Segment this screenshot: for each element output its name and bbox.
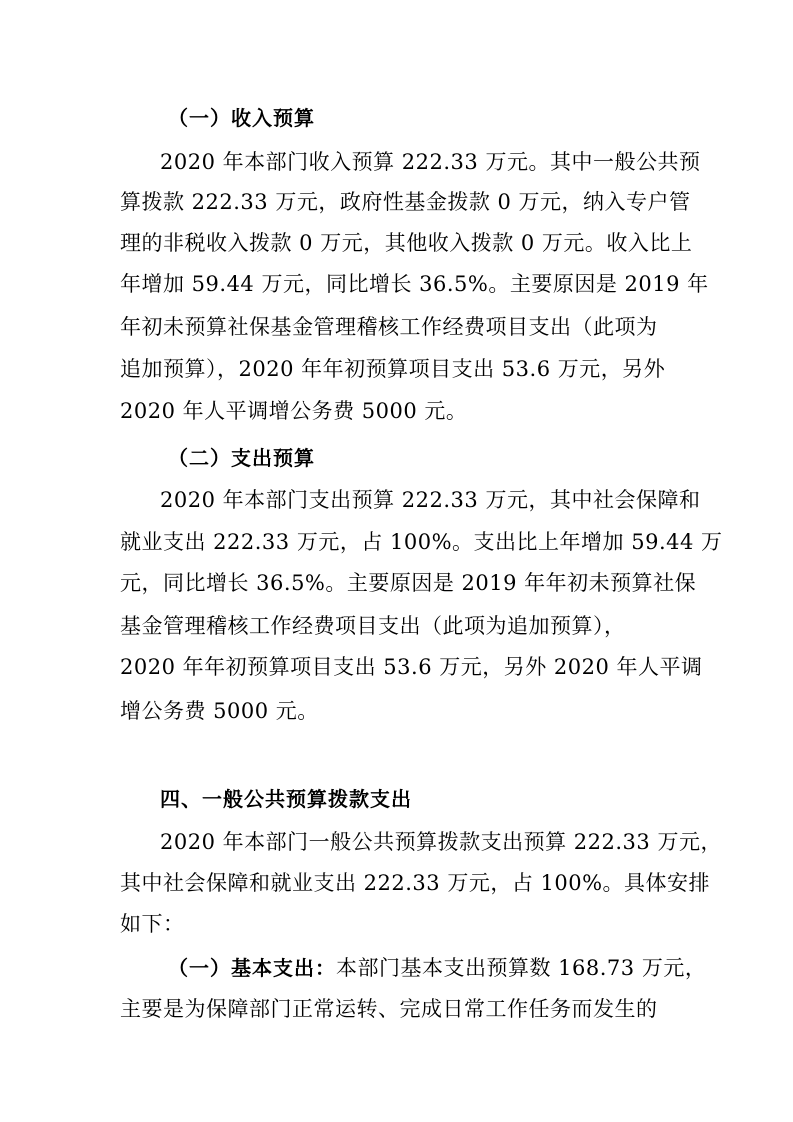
paragraph-line: 元，同比增长 36.5%。主要原因是 2019 年年初未预算社保 (120, 571, 697, 595)
section-heading-four: 四、一般公共预算拨款支出 (160, 787, 412, 811)
paragraph-line: 如下： (120, 912, 185, 936)
section-heading-income: （一）收入预算 (168, 106, 315, 130)
paragraph-line: 2020 年人平调增公务费 5000 元。 (120, 399, 468, 423)
paragraph-line-basic (168, 954, 706, 982)
basic-expense-label: （一）基本支出： (168, 956, 336, 980)
paragraph-line: 主要是为保障部门正常运转、完成日常工作任务而发生的 (120, 997, 658, 1021)
section-heading-expense: （二）支出预算 (168, 446, 315, 470)
basic-expense-text: 本部门基本支出预算数 168.73 万元， (336, 956, 707, 980)
paragraph-line: 基金管理稽核工作经费项目支出（此项为追加预算）， (120, 614, 626, 638)
paragraph-line: 就业支出 222.33 万元，占 100%。支出比上年增加 59.44 万 (120, 530, 723, 554)
paragraph-line: 增公务费 5000 元。 (120, 699, 319, 723)
paragraph-line: 2020 年年初预算项目支出 53.6 万元，另外 2020 年人平调 (120, 655, 703, 679)
paragraph-line: 2020 年本部门一般公共预算拨款支出预算 222.33 万元， (160, 830, 722, 854)
paragraph-line: 理的非税收入拨款 0 万元，其他收入拨款 0 万元。收入比上 (120, 231, 693, 255)
paragraph-line: 算拨款 222.33 万元，政府性基金拨款 0 万元，纳入专户管 (120, 190, 691, 214)
paragraph-line: 其中社会保障和就业支出 222.33 万元，占 100%。具体安排 (120, 871, 711, 895)
paragraph-line: 年初未预算社保基金管理稽核工作经费项目支出（此项为 (120, 315, 658, 339)
paragraph-line: 2020 年本部门支出预算 222.33 万元，其中社会保障和 (160, 488, 701, 512)
paragraph-line: 追加预算），2020 年年初预算项目支出 53.6 万元，另外 (120, 357, 666, 381)
paragraph-line: 2020 年本部门收入预算 222.33 万元。其中一般公共预 (160, 150, 701, 174)
paragraph-line: 年增加 59.44 万元，同比增长 36.5%。主要原因是 2019 年 (120, 272, 709, 296)
